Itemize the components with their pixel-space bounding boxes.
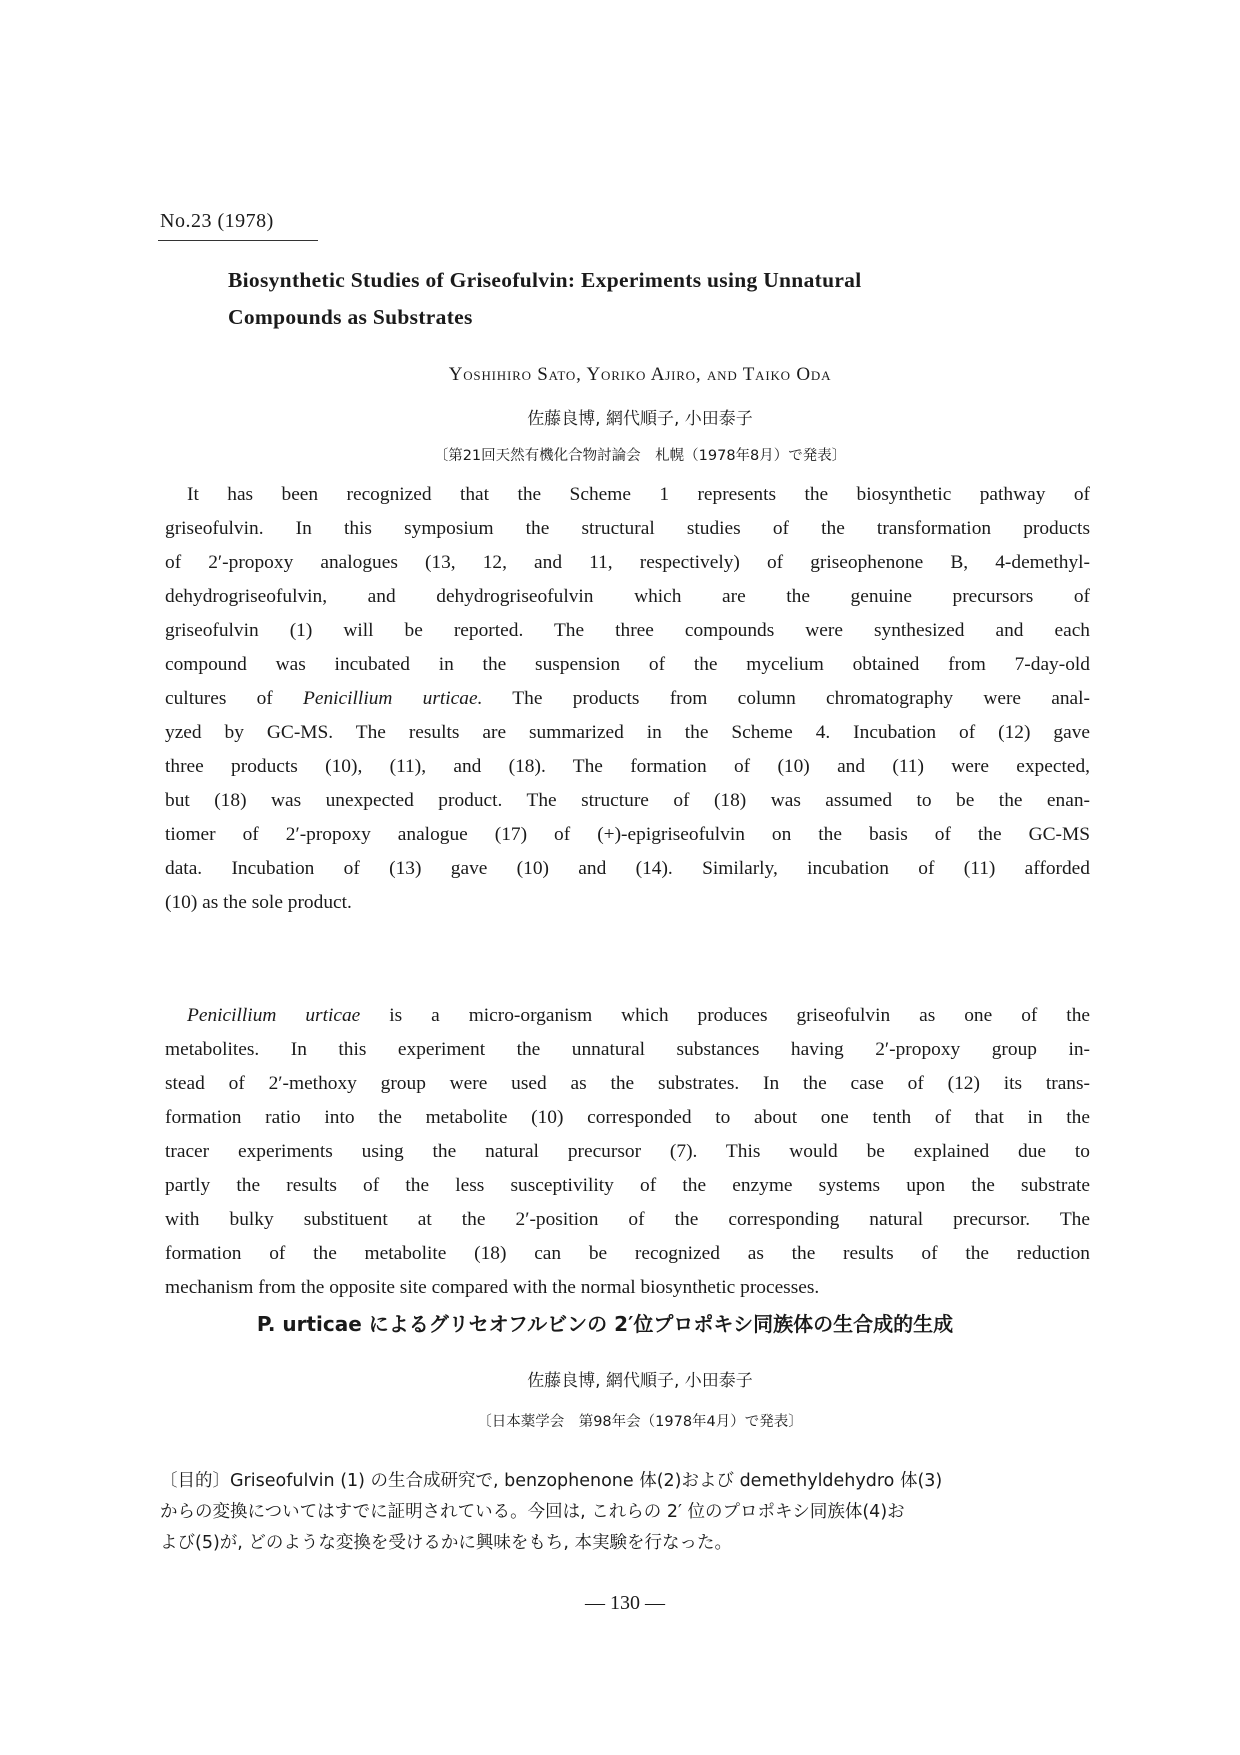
paragraph-line: griseofulvin. In this symposium the structural studies of the transformation products xyxy=(165,518,1090,539)
paper-title xyxy=(228,262,1048,336)
paragraph-line: mechanism from the opposite site compared with the normal biosynthetic processes. xyxy=(165,1277,820,1298)
paragraph-line: but (18) was unexpected product. The structure of (18) was assumed to be the enan- xyxy=(165,790,1090,811)
species-name: Penicillium urticae xyxy=(187,1005,361,1026)
paragraph-line: dehydrogriseofulvin, and dehydrogriseofulvin which are the genuine precursors of xyxy=(165,586,1090,607)
japanese-paper-authors: 佐藤良博, 網代順子, 小田泰子 xyxy=(527,1371,753,1391)
paragraph-line: compound was incubated in the suspension of the mycelium obtained from 7-day-old xyxy=(165,654,1090,675)
paragraph-line: griseofulvin (1) will be reported. The three compounds were synthesized and each xyxy=(165,620,1090,641)
japanese-paper-body xyxy=(160,1466,1090,1559)
paragraph-line: tiomer of 2′-propoxy analogue (17) of (+)-epigriseofulvin on the basis of the GC-MS xyxy=(165,824,1090,845)
body-line: 〔目的〕Griseofulvin (1) の生合成研究で, benzophenone 体(2)および demethyldehydro 体(3) xyxy=(160,1471,943,1491)
authors-japanese: 佐藤良博, 網代順子, 小田泰子 xyxy=(527,409,753,429)
paragraph-line: tracer experiments using the natural precursor (7). This would be explained due to xyxy=(165,1141,1090,1162)
paragraph-line: partly the results of the less susceptivility of the enzyme systems upon the substrate xyxy=(165,1175,1090,1196)
page-number: — 130 — xyxy=(585,1592,665,1614)
issue-label: No.23 (1978) xyxy=(160,210,274,232)
paragraph-line: Penicillium urticae is a micro-organism which produces griseofulvin as one of the xyxy=(187,1005,1090,1026)
paragraph-line: formation ratio into the metabolite (10) corresponded to about one tenth of that in the xyxy=(165,1107,1090,1128)
abstract-paragraph-1 xyxy=(165,478,1090,920)
paragraph-line: formation of the metabolite (18) can be recognized as the results of the reduction xyxy=(165,1243,1090,1264)
paragraph-line: (10) as the sole product. xyxy=(165,892,352,913)
abstract-paragraph-2 xyxy=(165,999,1090,1305)
paragraph-line: yzed by GC-MS. The results are summarized in the Scheme 4. Incubation of (12) gave xyxy=(165,722,1090,743)
authors-english: Yoshihiro Sato, Yoriko Ajiro, and Taiko Oda xyxy=(448,364,832,385)
paragraph-line: with bulky substituent at the 2′-position of the corresponding natural precursor. The xyxy=(165,1209,1090,1230)
paragraph-line: stead of 2′-methoxy group were used as the substrates. In the case of (12) its trans- xyxy=(165,1073,1090,1094)
paper-title-line: Biosynthetic Studies of Griseofulvin: Experiments using Unnatural xyxy=(228,268,862,292)
body-line: からの変換についてはすでに証明されている。今回は, これらの 2′ 位のプロポキシ同族体(4)お xyxy=(160,1502,905,1522)
presentation-venue: 〔第21回天然有機化合物討論会 札幌（1978年8月）で発表〕 xyxy=(433,448,847,464)
japanese-paper-title: P. urticae によるグリセオフルビンの 2′位プロポキシ同族体の生合成的生成 xyxy=(256,1312,954,1336)
paper-title-line: Compounds as Substrates xyxy=(228,305,473,329)
body-line: よび(5)が, どのような変換を受けるかに興味をもち, 本実験を行なった。 xyxy=(160,1533,733,1553)
paragraph-line: cultures of Penicillium urticae. The products from column chromatography were anal- xyxy=(165,688,1090,709)
paragraph-line: data. Incubation of (13) gave (10) and (14). Similarly, incubation of (11) afforded xyxy=(165,858,1090,879)
paragraph-line: of 2′-propoxy analogues (13, 12, and 11, respectively) of griseophenone B, 4-demethyl- xyxy=(165,552,1090,573)
issue-underline xyxy=(158,240,318,241)
japanese-paper-venue: 〔日本薬学会 第98年会（1978年4月）で発表〕 xyxy=(477,1414,803,1430)
paragraph-line: three products (10), (11), and (18). The formation of (10) and (11) were expected, xyxy=(165,756,1090,777)
species-name: Penicillium urticae. xyxy=(303,688,483,709)
paragraph-line: It has been recognized that the Scheme 1 represents the biosynthetic pathway of xyxy=(187,484,1090,505)
paragraph-line: metabolites. In this experiment the unnatural substances having 2′-propoxy group in- xyxy=(165,1039,1090,1060)
